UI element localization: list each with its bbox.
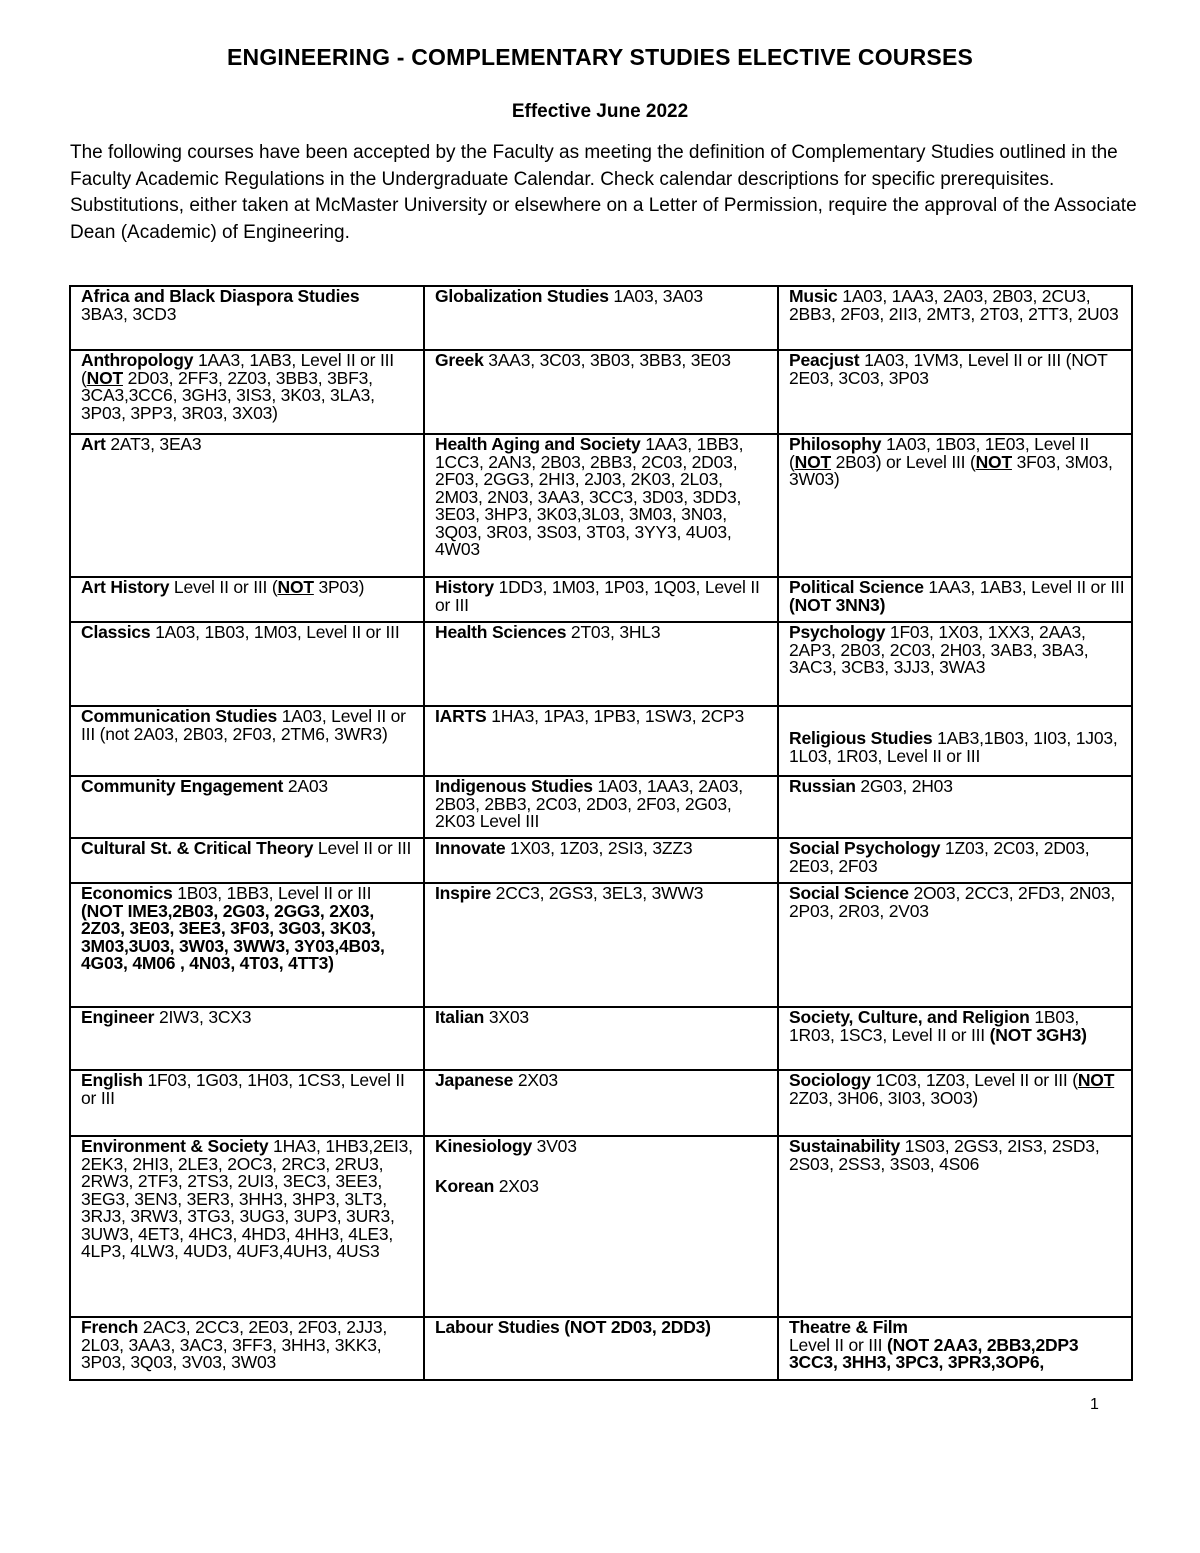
course-cell	[70, 1136, 424, 1317]
course-codes: 1Z03, 2C03, 2D03, 2E03, 2F03	[789, 838, 1090, 876]
course-cell	[70, 1070, 424, 1136]
subject-name: Society, Culture, and Religion	[789, 1007, 1030, 1027]
course-cell	[778, 1136, 1132, 1317]
course-cell	[424, 577, 778, 622]
course-codes: 1X03, 1Z03, 2SI3, 3ZZ3	[510, 838, 693, 858]
course-codes: 1S03, 2GS3, 2IS3, 2SD3, 2S03, 2SS3, 3S03, 4S06	[789, 1136, 1100, 1174]
table-row	[70, 1136, 1132, 1317]
course-codes: 2A03	[287, 776, 328, 796]
course-cell	[778, 883, 1132, 1007]
table-row	[70, 286, 1132, 350]
course-codes: 1B03, 1R03, 1SC3, Level II or III	[789, 1007, 1080, 1045]
page-title: ENGINEERING - COMPLEMENTARY STUDIES ELECTIVE COURSES	[226, 44, 974, 70]
course-cell	[70, 776, 424, 838]
subject-name: Religious Studies	[789, 728, 933, 748]
subject-name: English	[81, 1070, 143, 1090]
course-cell	[778, 1317, 1132, 1380]
course-codes: 3BA3, 3CD3	[81, 303, 177, 324]
course-codes: 2X03	[517, 1070, 558, 1090]
table-row	[70, 622, 1132, 706]
table-row	[70, 434, 1132, 577]
subject-name: Art History	[81, 577, 170, 597]
course-cell	[778, 838, 1132, 883]
subject-name: Africa and Black Diaspora Studies	[81, 286, 360, 306]
course-codes: 1F03, 1X03, 1XX3, 2AA3, 2AP3, 2B03, 2C03, 2H03, 3AB3, 3BA3, 3AC3, 3CB3, 3JJ3, 3WA3	[789, 622, 1089, 677]
course-cell	[424, 350, 778, 434]
subject-name: History	[435, 577, 494, 597]
subject-name: Social Science	[789, 883, 909, 903]
course-cell	[424, 1317, 778, 1380]
course-codes: Level II or III (	[173, 577, 278, 597]
course-cell	[424, 883, 778, 1007]
subject-name: Art	[81, 434, 106, 454]
exclusion-note: (NOT 2AA3, 2BB3,2DP3 3CC3, 3HH3, 3PC3, 3PR3,3OP6,	[789, 1334, 1079, 1372]
subject-name: Theatre & Film	[789, 1317, 908, 1337]
table-row	[70, 776, 1132, 838]
course-codes: 1F03, 1G03, 1H03, 1CS3, Level II or III	[81, 1070, 405, 1108]
course-codes: 2D03, 2FF3, 2Z03, 3BB3, 3BF3, 3CA3,3CC6, 3GH3, 3IS3, 3K03, 3LA3, 3P03, 3PP3, 3R03, 3X03)	[81, 367, 375, 423]
table-row	[70, 577, 1132, 622]
not-marker: NOT	[794, 451, 831, 472]
table-row	[70, 838, 1132, 883]
table-row	[70, 1007, 1132, 1070]
course-codes: 3X03	[488, 1007, 529, 1027]
course-codes: 2G03, 2H03	[860, 776, 953, 796]
subject-name: Peacjust	[789, 350, 860, 370]
subject-name: Health Sciences	[435, 622, 567, 642]
course-codes: 1AB3,1B03, 1I03, 1J03, 1L03, 1R03, Level II or III	[789, 728, 1118, 766]
subject-name: Community Engagement	[81, 776, 284, 796]
course-codes: 3V03	[536, 1136, 577, 1156]
subject-name: Korean	[435, 1175, 495, 1196]
course-cell	[70, 1317, 424, 1380]
course-codes: 2IW3, 3CX3	[158, 1007, 252, 1027]
course-codes: 2X03	[498, 1175, 539, 1196]
subject-name: Japanese	[435, 1070, 514, 1090]
exclusion-note: (NOT 3NN3)	[789, 594, 886, 615]
course-codes: 1A03, 1VM3, Level II or III (NOT 2E03, 3C03, 3P03	[789, 350, 1108, 388]
table-row	[70, 1317, 1132, 1380]
course-codes: 2O03, 2CC3, 2FD3, 2N03, 2P03, 2R03, 2V03	[789, 883, 1116, 921]
exclusion-note: (NOT IME3,2B03, 2G03, 2GG3, 2X03, 2Z03, 3E03, 3EE3, 3F03, 3G03, 3K03, 3M03,3U03, 3W03, 3WW3, 3Y03,4B03, 4G03, 4M06 , 4N03, 4T03, 4TT3)	[81, 900, 385, 973]
course-cell	[424, 838, 778, 883]
subject-name: Psychology	[789, 622, 886, 642]
course-cell	[70, 622, 424, 706]
subject-name: French	[81, 1317, 139, 1337]
subject-name: Health Aging and Society	[435, 434, 641, 454]
course-codes: 1AA3, 1AB3, Level II or III	[928, 577, 1125, 597]
course-cell	[70, 434, 424, 577]
course-codes: Level II or III	[789, 1334, 887, 1355]
subject-name: Inspire	[435, 883, 491, 903]
effective-date: Effective June 2022	[511, 101, 689, 122]
course-codes: 1DD3, 1M03, 1P03, 1Q03, Level II or III	[435, 577, 760, 615]
exclusion-note: (NOT 3GH3)	[989, 1024, 1087, 1045]
course-cell	[424, 1070, 778, 1136]
course-cell	[424, 622, 778, 706]
course-codes: 2CC3, 2GS3, 3EL3, 3WW3	[495, 883, 704, 903]
courses-table	[69, 285, 1133, 1381]
not-marker: NOT	[277, 577, 314, 597]
subject-name: Sustainability	[789, 1136, 900, 1156]
table-row	[70, 1070, 1132, 1136]
table-row	[70, 350, 1132, 434]
subject-name: Political Science	[789, 577, 924, 597]
course-cell	[424, 286, 778, 350]
course-cell	[70, 706, 424, 776]
course-cell	[424, 706, 778, 776]
course-codes: 1HA3, 1HB3,2EI3, 2EK3, 2HI3, 2LE3, 2OC3, 2RC3, 2RU3, 2RW3, 2TF3, 2TS3, 2UI3, 3EC3, 3EE3, 3EG3, 3EN3, 3ER3, 3HH3, 3HP3, 3LT3, 3RJ3, 3RW3, 3TG3, 3UG3, 3UP3, 3UR3, 3UW3, 4ET3, 4HC3, 4HD3, 4HH3, 4LE3, 4LP3, 4LW3, 4UD3, 4UF3,4UH3, 4US3	[81, 1136, 413, 1261]
subject-name: Greek	[435, 350, 484, 370]
course-cell	[778, 1007, 1132, 1070]
course-codes: 3F03, 3M03, 3W03)	[789, 451, 1113, 489]
course-cell	[778, 622, 1132, 706]
subject-name: Italian	[435, 1007, 485, 1027]
subject-name: Kinesiology	[435, 1136, 532, 1156]
course-cell	[778, 350, 1132, 434]
subject-name: Classics	[81, 622, 151, 642]
subject-name: Engineer	[81, 1007, 155, 1027]
subject-name: Economics	[81, 883, 173, 903]
subject-name: IARTS	[435, 706, 487, 726]
subject-name: Philosophy	[789, 434, 882, 454]
course-codes: 1B03, 1BB3, Level II or III	[177, 883, 372, 903]
subject-name: Sociology	[789, 1070, 871, 1090]
course-codes: 1C03, 1Z03, Level II or III (	[875, 1070, 1078, 1090]
not-marker: NOT	[86, 367, 123, 388]
course-codes: 1A03, 3A03	[613, 286, 703, 306]
subject-name: Communication Studies	[81, 706, 278, 726]
course-cell	[70, 1007, 424, 1070]
not-marker: NOT	[975, 451, 1012, 472]
subject-name: Russian	[789, 776, 856, 796]
course-cell	[424, 434, 778, 577]
course-cell	[70, 883, 424, 1007]
course-cell	[70, 838, 424, 883]
page-number: 1	[1090, 1396, 1099, 1413]
subject-name: Indigenous Studies	[435, 776, 593, 796]
intro-paragraph: The following courses have been accepted by the Faculty as meeting the definition of Complementary Studies outlined in the Faculty Academic Regulations in the Undergraduate Calendar. Check calendar descriptions for specific prerequisites. Substitutions, either taken at McMaster University or elsewhere on a Letter of Permission, require the approval of the Associate Dean (Academic) of Engineering.	[70, 142, 1137, 243]
subject-name: Environment & Society	[81, 1136, 269, 1156]
course-codes: 2B03) or Level III (	[830, 451, 976, 472]
subject-name: Social Psychology	[789, 838, 941, 858]
course-cell	[70, 286, 424, 350]
course-codes: 2Z03, 3H06, 3I03, 3O03)	[789, 1087, 978, 1108]
course-codes: 2T03, 3HL3	[570, 622, 661, 642]
course-codes: 1HA3, 1PA3, 1PB3, 1SW3, 2CP3	[491, 706, 745, 726]
course-codes: 1A03, 1B03, 1M03, Level II or III	[155, 622, 400, 642]
course-codes: 1A03, 1B03, 1E03, Level II (	[789, 434, 1089, 472]
subject-name: Innovate	[435, 838, 506, 858]
course-cell	[778, 706, 1132, 776]
course-cell	[424, 1136, 778, 1317]
course-codes: 2AC3, 2CC3, 2E03, 2F03, 2JJ3, 2L03, 3AA3, 3AC3, 3FF3, 3HH3, 3KK3, 3P03, 3Q03, 3V03, 3W03	[81, 1317, 388, 1372]
exclusion-note: (NOT 2D03, 2DD3)	[564, 1317, 711, 1337]
course-cell	[424, 776, 778, 838]
course-cell	[778, 577, 1132, 622]
course-cell	[778, 776, 1132, 838]
course-codes: 3AA3, 3C03, 3B03, 3BB3, 3E03	[488, 350, 731, 370]
course-codes: 2AT3, 3EA3	[110, 434, 202, 454]
course-cell	[778, 286, 1132, 350]
not-marker: NOT	[1077, 1070, 1115, 1090]
course-codes: 1AA3, 1AB3, Level II or III (	[81, 350, 394, 388]
course-codes: Level II or III	[317, 838, 412, 858]
subject-name: Labour Studies	[435, 1317, 560, 1337]
subject-name: Music	[789, 286, 838, 306]
subject-name: Anthropology	[81, 350, 194, 370]
course-codes: 3P03)	[313, 577, 365, 597]
course-cell	[424, 1007, 778, 1070]
course-cell	[778, 1070, 1132, 1136]
table-row	[70, 883, 1132, 1007]
table-row	[70, 706, 1132, 776]
course-cell	[778, 434, 1132, 577]
course-codes: 1AA3, 1BB3, 1CC3, 2AN3, 2B03, 2BB3, 2C03, 2D03, 2F03, 2GG3, 2HI3, 2J03, 2K03, 2L03, 2M03, 2N03, 3AA3, 3CC3, 3D03, 3DD3, 3E03, 3HP3, 3K03,3L03, 3M03, 3N03, 3Q03, 3R03, 3S03, 3T03, 3YY3, 4U03, 4W03	[435, 434, 744, 559]
course-codes: 1A03, Level II or III (not 2A03, 2B03, 2F03, 2TM6, 3WR3)	[81, 706, 406, 744]
course-codes: 1A03, 1AA3, 2A03, 2B03, 2CU3, 2BB3, 2F03, 2II3, 2MT3, 2T03, 2TT3, 2U03	[789, 286, 1119, 324]
course-codes: 1A03, 1AA3, 2A03, 2B03, 2BB3, 2C03, 2D03, 2F03, 2G03, 2K03 Level III	[435, 776, 743, 831]
subject-name: Globalization Studies	[435, 286, 609, 306]
course-cell	[70, 577, 424, 622]
course-cell	[70, 350, 424, 434]
subject-name: Cultural St. & Critical Theory	[81, 838, 314, 858]
